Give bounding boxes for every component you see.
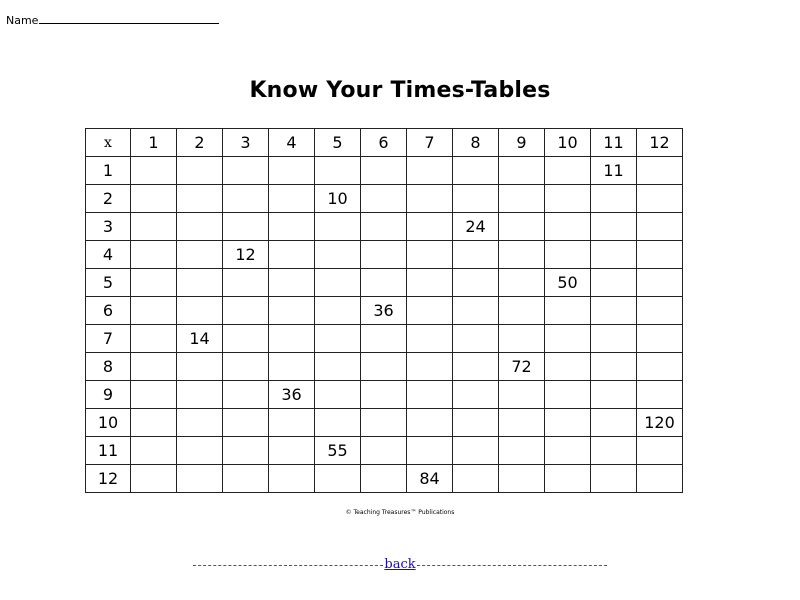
answer-cell[interactable] bbox=[407, 185, 453, 213]
column-header: 2 bbox=[177, 129, 223, 157]
answer-cell[interactable] bbox=[591, 381, 637, 409]
answer-cell[interactable] bbox=[591, 465, 637, 493]
answer-cell[interactable] bbox=[637, 381, 683, 409]
answer-cell[interactable] bbox=[361, 325, 407, 353]
answer-cell[interactable] bbox=[361, 437, 407, 465]
answer-cell[interactable] bbox=[545, 437, 591, 465]
answer-cell[interactable] bbox=[177, 353, 223, 381]
table-row bbox=[86, 297, 683, 325]
answer-cell[interactable] bbox=[269, 269, 315, 297]
answer-cell[interactable] bbox=[223, 157, 269, 185]
column-header: 12 bbox=[637, 129, 683, 157]
answer-cell[interactable] bbox=[269, 325, 315, 353]
back-link[interactable]: back bbox=[384, 557, 416, 572]
answer-cell[interactable] bbox=[407, 409, 453, 437]
column-header: 5 bbox=[315, 129, 361, 157]
answer-cell[interactable]: 14 bbox=[177, 325, 223, 353]
answer-cell[interactable]: 11 bbox=[591, 157, 637, 185]
header-row bbox=[86, 129, 683, 157]
answer-cell[interactable] bbox=[545, 353, 591, 381]
row-header: 6 bbox=[86, 297, 131, 325]
answer-cell[interactable]: 55 bbox=[315, 437, 361, 465]
column-header: 3 bbox=[223, 129, 269, 157]
answer-cell[interactable] bbox=[223, 297, 269, 325]
answer-cell[interactable] bbox=[499, 241, 545, 269]
answer-cell[interactable] bbox=[361, 465, 407, 493]
answer-cell[interactable] bbox=[223, 465, 269, 493]
answer-cell[interactable] bbox=[545, 325, 591, 353]
answer-cell[interactable] bbox=[591, 409, 637, 437]
answer-cell[interactable] bbox=[453, 465, 499, 493]
row-header: 4 bbox=[86, 241, 131, 269]
answer-cell[interactable] bbox=[131, 185, 177, 213]
column-header: 8 bbox=[453, 129, 499, 157]
answer-cell[interactable] bbox=[269, 437, 315, 465]
answer-cell[interactable] bbox=[315, 409, 361, 437]
answer-cell[interactable]: 84 bbox=[407, 465, 453, 493]
table-row bbox=[86, 269, 683, 297]
column-header: 11 bbox=[591, 129, 637, 157]
answer-cell[interactable] bbox=[453, 269, 499, 297]
answer-cell[interactable]: 120 bbox=[637, 409, 683, 437]
row-header: 1 bbox=[86, 157, 131, 185]
answer-cell[interactable] bbox=[131, 437, 177, 465]
column-header: 4 bbox=[269, 129, 315, 157]
answer-cell[interactable] bbox=[177, 185, 223, 213]
answer-cell[interactable] bbox=[269, 465, 315, 493]
answer-cell[interactable]: 24 bbox=[453, 213, 499, 241]
answer-cell[interactable] bbox=[361, 241, 407, 269]
table-row bbox=[86, 381, 683, 409]
answer-cell[interactable] bbox=[499, 269, 545, 297]
answer-cell[interactable] bbox=[223, 213, 269, 241]
column-header: 7 bbox=[407, 129, 453, 157]
answer-cell[interactable] bbox=[453, 325, 499, 353]
table-row bbox=[86, 325, 683, 353]
answer-cell[interactable] bbox=[407, 437, 453, 465]
answer-cell[interactable] bbox=[315, 297, 361, 325]
answer-cell[interactable] bbox=[453, 297, 499, 325]
answer-cell[interactable] bbox=[407, 325, 453, 353]
publisher-credit: © Teaching Treasures™ Publications bbox=[345, 509, 455, 516]
table-row bbox=[86, 409, 683, 437]
answer-cell[interactable] bbox=[591, 353, 637, 381]
answer-cell[interactable] bbox=[177, 409, 223, 437]
answer-cell[interactable] bbox=[591, 437, 637, 465]
answer-cell[interactable] bbox=[591, 269, 637, 297]
answer-cell[interactable] bbox=[315, 213, 361, 241]
row-header: 7 bbox=[86, 325, 131, 353]
name-field bbox=[6, 12, 219, 27]
answer-cell[interactable] bbox=[407, 297, 453, 325]
row-header: 12 bbox=[86, 465, 131, 493]
column-header: 1 bbox=[131, 129, 177, 157]
answer-cell[interactable] bbox=[545, 213, 591, 241]
table-row bbox=[86, 465, 683, 493]
answer-cell[interactable] bbox=[361, 185, 407, 213]
name-label: Name bbox=[6, 14, 39, 27]
answer-cell[interactable] bbox=[499, 297, 545, 325]
answer-cell[interactable] bbox=[407, 213, 453, 241]
answer-cell[interactable] bbox=[269, 409, 315, 437]
answer-cell[interactable] bbox=[637, 241, 683, 269]
answer-cell[interactable] bbox=[177, 381, 223, 409]
answer-cell[interactable] bbox=[131, 409, 177, 437]
answer-cell[interactable] bbox=[131, 157, 177, 185]
answer-cell[interactable]: 50 bbox=[545, 269, 591, 297]
answer-cell[interactable] bbox=[637, 297, 683, 325]
answer-cell[interactable] bbox=[545, 465, 591, 493]
answer-cell[interactable] bbox=[453, 409, 499, 437]
row-header: 8 bbox=[86, 353, 131, 381]
answer-cell[interactable] bbox=[131, 241, 177, 269]
table-row bbox=[86, 213, 683, 241]
answer-cell[interactable] bbox=[545, 409, 591, 437]
times-table-grid bbox=[85, 128, 683, 493]
answer-cell[interactable] bbox=[453, 185, 499, 213]
answer-cell[interactable] bbox=[361, 213, 407, 241]
answer-cell[interactable] bbox=[177, 241, 223, 269]
back-navigation bbox=[0, 557, 800, 572]
answer-cell[interactable] bbox=[499, 157, 545, 185]
answer-cell[interactable] bbox=[591, 185, 637, 213]
answer-cell[interactable] bbox=[315, 381, 361, 409]
answer-cell[interactable] bbox=[361, 269, 407, 297]
answer-cell[interactable] bbox=[223, 325, 269, 353]
answer-cell[interactable] bbox=[315, 325, 361, 353]
answer-cell[interactable] bbox=[637, 465, 683, 493]
answer-cell[interactable]: 72 bbox=[499, 353, 545, 381]
left-dash-divider bbox=[193, 564, 383, 566]
right-dash-divider bbox=[417, 564, 607, 566]
answer-cell[interactable] bbox=[637, 269, 683, 297]
column-header: 10 bbox=[545, 129, 591, 157]
row-header: 3 bbox=[86, 213, 131, 241]
answer-cell[interactable] bbox=[499, 213, 545, 241]
answer-cell[interactable] bbox=[269, 213, 315, 241]
answer-cell[interactable] bbox=[177, 269, 223, 297]
answer-cell[interactable] bbox=[223, 353, 269, 381]
answer-cell[interactable]: 36 bbox=[361, 297, 407, 325]
answer-cell[interactable] bbox=[315, 157, 361, 185]
answer-cell[interactable] bbox=[545, 297, 591, 325]
answer-cell[interactable]: 12 bbox=[223, 241, 269, 269]
answer-cell[interactable] bbox=[591, 325, 637, 353]
answer-cell[interactable] bbox=[223, 381, 269, 409]
answer-cell[interactable] bbox=[269, 157, 315, 185]
answer-cell[interactable] bbox=[591, 213, 637, 241]
answer-cell[interactable] bbox=[131, 297, 177, 325]
answer-cell[interactable] bbox=[361, 409, 407, 437]
answer-cell[interactable] bbox=[269, 241, 315, 269]
answer-cell[interactable] bbox=[269, 353, 315, 381]
row-header: 2 bbox=[86, 185, 131, 213]
answer-cell[interactable] bbox=[637, 185, 683, 213]
answer-cell[interactable] bbox=[223, 185, 269, 213]
row-header: 11 bbox=[86, 437, 131, 465]
answer-cell[interactable] bbox=[131, 325, 177, 353]
table-row bbox=[86, 353, 683, 381]
answer-cell[interactable]: 36 bbox=[269, 381, 315, 409]
answer-cell[interactable] bbox=[223, 409, 269, 437]
answer-cell[interactable] bbox=[315, 465, 361, 493]
answer-cell[interactable] bbox=[453, 157, 499, 185]
answer-cell[interactable] bbox=[499, 409, 545, 437]
answer-cell[interactable] bbox=[131, 465, 177, 493]
row-header: 5 bbox=[86, 269, 131, 297]
answer-cell[interactable] bbox=[453, 437, 499, 465]
answer-cell[interactable] bbox=[223, 269, 269, 297]
answer-cell[interactable] bbox=[545, 185, 591, 213]
page-title: Know Your Times-Tables bbox=[249, 78, 551, 103]
answer-cell[interactable] bbox=[131, 269, 177, 297]
answer-cell[interactable] bbox=[131, 213, 177, 241]
table-row bbox=[86, 157, 683, 185]
answer-cell[interactable] bbox=[637, 437, 683, 465]
answer-cell[interactable] bbox=[315, 241, 361, 269]
answer-cell[interactable] bbox=[177, 297, 223, 325]
answer-cell[interactable] bbox=[131, 381, 177, 409]
row-header: 10 bbox=[86, 409, 131, 437]
answer-cell[interactable] bbox=[407, 157, 453, 185]
answer-cell[interactable] bbox=[637, 157, 683, 185]
column-header: 9 bbox=[499, 129, 545, 157]
column-header: 6 bbox=[361, 129, 407, 157]
answer-cell[interactable]: 10 bbox=[315, 185, 361, 213]
answer-cell[interactable] bbox=[545, 241, 591, 269]
answer-cell[interactable] bbox=[177, 437, 223, 465]
answer-cell[interactable] bbox=[269, 297, 315, 325]
name-underline bbox=[39, 12, 219, 24]
answer-cell[interactable] bbox=[177, 157, 223, 185]
answer-cell[interactable] bbox=[499, 465, 545, 493]
answer-cell[interactable] bbox=[637, 325, 683, 353]
table-row bbox=[86, 437, 683, 465]
answer-cell[interactable] bbox=[223, 437, 269, 465]
answer-cell[interactable] bbox=[499, 381, 545, 409]
answer-cell[interactable] bbox=[361, 157, 407, 185]
answer-cell[interactable] bbox=[499, 185, 545, 213]
answer-cell[interactable] bbox=[407, 353, 453, 381]
table-row bbox=[86, 185, 683, 213]
answer-cell[interactable] bbox=[315, 269, 361, 297]
row-header: 9 bbox=[86, 381, 131, 409]
answer-cell[interactable] bbox=[545, 381, 591, 409]
answer-cell[interactable] bbox=[407, 241, 453, 269]
answer-cell[interactable] bbox=[453, 353, 499, 381]
answer-cell[interactable] bbox=[453, 241, 499, 269]
answer-cell[interactable] bbox=[407, 269, 453, 297]
answer-cell[interactable] bbox=[591, 241, 637, 269]
table-row bbox=[86, 241, 683, 269]
corner-cell: x bbox=[86, 129, 131, 157]
answer-cell[interactable] bbox=[361, 381, 407, 409]
answer-cell[interactable] bbox=[407, 381, 453, 409]
answer-cell[interactable] bbox=[545, 157, 591, 185]
answer-cell[interactable] bbox=[499, 437, 545, 465]
answer-cell[interactable] bbox=[177, 213, 223, 241]
answer-cell[interactable] bbox=[453, 381, 499, 409]
answer-cell[interactable] bbox=[591, 297, 637, 325]
answer-cell[interactable] bbox=[315, 353, 361, 381]
answer-cell[interactable] bbox=[131, 353, 177, 381]
answer-cell[interactable] bbox=[499, 325, 545, 353]
answer-cell[interactable] bbox=[637, 353, 683, 381]
answer-cell[interactable] bbox=[361, 353, 407, 381]
answer-cell[interactable] bbox=[269, 185, 315, 213]
answer-cell[interactable] bbox=[177, 465, 223, 493]
answer-cell[interactable] bbox=[637, 213, 683, 241]
